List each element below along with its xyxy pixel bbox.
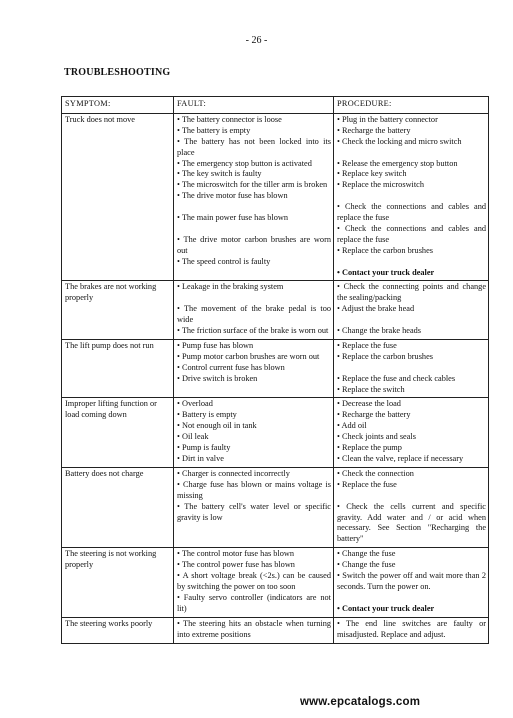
- fault-item: • Leakage in the braking system: [177, 282, 284, 292]
- table-row: [62, 548, 489, 617]
- symptom-cell: Truck does not move: [62, 113, 174, 281]
- procedure-item: • Change the fuse: [337, 549, 396, 559]
- procedure-cell: [334, 281, 489, 340]
- table-row: [62, 281, 489, 340]
- fault-item: • Pump fuse has blown: [177, 340, 254, 350]
- procedure-item: • Replace key switch: [337, 169, 407, 179]
- symptom-cell: The brakes are not working properly: [62, 281, 174, 340]
- fault-item: • The movement of the brake pedal is too wide: [177, 304, 331, 325]
- table-row: [62, 467, 489, 547]
- fault-item: • Faulty servo controller (indicators are not lit): [177, 592, 331, 613]
- procedure-item: • Switch the power off and wait more than 2 seconds. Turn the power on.: [337, 571, 486, 591]
- procedure-item: • Check the locking and micro switch: [337, 136, 462, 146]
- fault-item: • Control current fuse has blown: [177, 362, 285, 372]
- procedure-item: • Add oil: [337, 421, 367, 431]
- spacer: [337, 191, 486, 202]
- procedure-item: • Recharge the battery: [337, 410, 411, 420]
- fault-item: • The battery is empty: [177, 125, 251, 135]
- fault-cell: [174, 467, 334, 547]
- procedure-cell: [334, 398, 489, 467]
- symptom-cell: The steering is not working properly: [62, 548, 174, 617]
- symptom-cell: The lift pump does not run: [62, 339, 174, 398]
- procedure-item: • Replace the carbon brushes: [337, 351, 433, 361]
- fault-cell: [174, 339, 334, 398]
- fault-item: • Drive switch is broken: [177, 373, 258, 383]
- table-row: [62, 617, 489, 643]
- symptom-column-header: SYMPTOM:: [62, 97, 174, 114]
- procedure-item: • Adjust the brake head: [337, 304, 415, 314]
- fault-item: • Pump motor carbon brushes are worn out: [177, 351, 320, 361]
- fault-cell: [174, 548, 334, 617]
- fault-item: • Charge fuse has blown or mains voltage is missing: [177, 479, 331, 500]
- procedure-item: • Check the connection: [337, 468, 414, 478]
- fault-item: • Dirt in valve: [177, 454, 224, 464]
- procedure-item: • Contact your truck dealer: [337, 267, 435, 277]
- spacer: [337, 257, 486, 268]
- procedure-cell: [334, 467, 489, 547]
- fault-column-header: FAULT:: [174, 97, 334, 114]
- symptom-cell: The steering works poorly: [62, 617, 174, 643]
- procedure-item: • Check the connections and cables and replace the fuse: [337, 202, 486, 223]
- procedure-item: • Replace the fuse and check cables: [337, 373, 456, 383]
- procedure-item: • Replace the fuse: [337, 340, 397, 350]
- fault-item: • The steering hits an obstacle when turning into extreme positions: [177, 618, 331, 639]
- procedure-item: • Change the brake heads: [337, 326, 421, 336]
- procedure-item: • Recharge the battery: [337, 125, 411, 135]
- symptom-cell: Battery does not charge: [62, 467, 174, 547]
- procedure-item: • Replace the pump: [337, 443, 402, 453]
- table-row: [62, 339, 489, 398]
- fault-item: • The drive motor carbon brushes are worn out: [177, 234, 331, 255]
- fault-item: • The friction surface of the brake is worn out: [177, 326, 329, 336]
- spacer: [177, 202, 331, 213]
- procedure-cell: [334, 548, 489, 617]
- fault-item: • The battery has not been locked into its place: [177, 136, 331, 157]
- fault-item: • The emergency stop button is activated: [177, 158, 312, 168]
- fault-item: • The drive motor fuse has blown: [177, 191, 288, 201]
- fault-item: • Pump is faulty: [177, 443, 231, 453]
- table-header-row: [62, 97, 489, 114]
- fault-item: • The key switch is faulty: [177, 169, 262, 179]
- fault-item: • Overload: [177, 399, 213, 409]
- procedure-item: • Replace the carbon brushes: [337, 245, 433, 255]
- procedure-item: • Contact your truck dealer: [337, 603, 435, 613]
- procedure-item: • Check the connecting points and change the sealing/packing: [337, 282, 486, 303]
- fault-cell: [174, 113, 334, 281]
- procedure-item: • Replace the switch: [337, 384, 405, 394]
- fault-item: • Not enough oil in tank: [177, 421, 257, 431]
- procedure-item: • Decrease the load: [337, 399, 401, 409]
- procedure-item: • Change the fuse: [337, 560, 396, 570]
- fault-item: • The battery cell's water level or specific gravity is low: [177, 501, 331, 522]
- fault-item: • The speed control is faulty: [177, 256, 271, 266]
- fault-item: • A short voltage break (<2s.) can be caused by switching the power on too soon: [177, 571, 331, 591]
- procedure-cell: [334, 113, 489, 281]
- troubleshooting-table: [61, 96, 489, 644]
- fault-item: • The main power fuse has blown: [177, 213, 289, 223]
- fault-item: • The control power fuse has blown: [177, 560, 295, 570]
- procedure-item: • Check the connections and cables and replace the fuse: [337, 223, 486, 244]
- procedure-cell: [334, 617, 489, 643]
- spacer: [337, 491, 486, 502]
- procedure-item: • Replace the fuse: [337, 479, 397, 489]
- spacer: [337, 363, 486, 374]
- procedure-item: • Check joints and seals: [337, 432, 416, 442]
- procedure-item: • Replace the microswitch: [337, 180, 424, 190]
- page-number: - 26 -: [245, 35, 268, 46]
- fault-cell: [174, 617, 334, 643]
- procedure-item: • Release the emergency stop button: [337, 158, 458, 168]
- spacer: [337, 148, 486, 159]
- fault-cell: [174, 398, 334, 467]
- table-body: [62, 113, 489, 643]
- watermark: www.epcatalogs.com: [300, 696, 421, 708]
- spacer: [337, 593, 486, 604]
- procedure-item: • The end line switches are faulty or misadjusted. Replace and adjust.: [337, 618, 486, 639]
- procedure-item: • Clean the valve, replace if necessary: [337, 454, 464, 464]
- procedure-column-header: PROCEDURE:: [334, 97, 489, 114]
- fault-item: • Battery is empty: [177, 410, 237, 420]
- fault-item: • The battery connector is loose: [177, 114, 282, 124]
- table-row: [62, 398, 489, 467]
- spacer: [337, 315, 486, 326]
- table-row: [62, 113, 489, 281]
- procedure-item: • Check the cells current and specific gravity. Add water and / or acid when necessary. See Section "Recharging the battery": [337, 501, 486, 544]
- fault-item: • The microswitch for the tiller arm is broken: [177, 180, 328, 190]
- procedure-cell: [334, 339, 489, 398]
- procedure-item: • Plug in the battery connector: [337, 114, 438, 124]
- spacer: [177, 293, 331, 304]
- fault-cell: [174, 281, 334, 340]
- fault-item: • Oil leak: [177, 432, 209, 442]
- symptom-cell: Improper lifting function or load coming down: [62, 398, 174, 467]
- fault-item: • Charger is connected incorrectly: [177, 468, 290, 478]
- spacer: [177, 224, 331, 235]
- section-heading: TROUBLESHOOTING: [64, 67, 171, 78]
- fault-item: • The control motor fuse has blown: [177, 549, 295, 559]
